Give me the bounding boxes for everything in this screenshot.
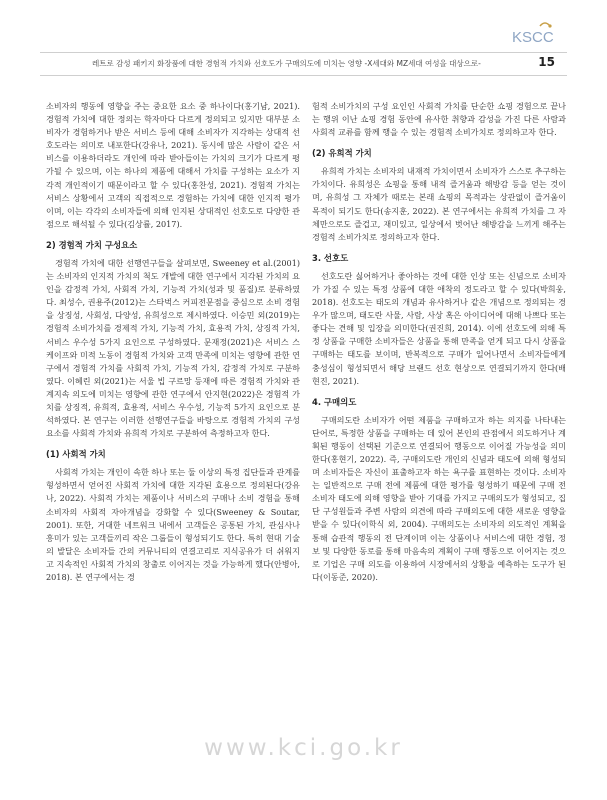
section-heading: 3. 선호도 [312,252,349,263]
logo-text: KSCC [512,29,554,46]
right-column [312,100,566,584]
section-heading: (2) 유희적 가치 [312,148,372,159]
journal-logo [510,20,560,52]
ksc-logo-icon [510,20,560,48]
section-heading: (1) 사회적 가치 [46,449,106,460]
section-heading: 4. 구매의도 [312,396,357,407]
section-heading: 2) 경험적 가치 구성요소 [46,239,138,250]
body-paragraph: 선호도란 싫어하거나 좋아하는 것에 대한 인상 또는 신념으로 소비자가 가질 수 있는 특정 상품에 대한 애착의 정도라고 할 수 있다(박희웅, 2018). 선호도는 태도의 개념과 유사하거나 같은 개념으로 정의되는 경우가 많으며, 태도란 사물, 사람, 사상 혹은 아이디어에 대해 나쁘다 또는 좋다는 견해 및 입장을 의미한다(권진희, 2014). 이에 선호도에 의해 특정 상품을 구매한 소비자들은 상품을 통해 만족을 얻게 되고 다시 상품을 구매하는 태도를 보이며, 반복적으로 구매가 일어나면서 소비자들에게 충성심이 형성되면서 해당 브랜드 선호 현상으로 연결되기까지 한다(배현진, 2021). [312,270,566,386]
body-paragraph: 소비자의 행동에 영향을 주는 중요한 요소 중 하나이다(홍기남, 2021). 경험적 가치에 대한 정의는 학자마다 다르게 정의되고 있지만 대부분 소비자가 경험하거나 받은 서비스 등에 대해 소비자가 지각하는 상대적 선호도라는 의미로 내포한다(강유나, 2021). 동시에 많은 사람이 같은 서비스를 이용하더라도 개인에 따라 받아들이는 가치의 크기가 다르게 평가될 수 있으며, 이는 하나의 제품에 대해서 가치를 구성하는 요소가 지각적 개인적이기 때문이라고 할 수 있다(홍찬성, 2021). 경험적 가치는 서비스 상황에서 고객의 직접적으로 경험하는 가치에 대한 인지적 평가이며, 이는 각각의 소비자들에 의해 인지된 상대적인 선호도로 다양한 관점으로 해석될 수 있다(김상률, 2017). [46,101,300,229]
left-column [46,100,300,584]
body-paragraph: 구매의도란 소비자가 어떤 제품을 구매하고자 하는 의지를 나타내는 단어로, 특정한 상품을 구매하는 데 있어 본인의 관점에서 의도하거나 계획된 행동이 선택된 기준으로 연결되어 행동으로 이어질 가능성을 의미한다(홍현기, 2022). 즉, 구매의도란 개인의 신념과 태도에 의해 형성되며 소비자들은 자신이 표출하고자 하는 욕구를 표현하는 것이다. 소비자는 일반적으로 구매 전에 제품에 대한 평가를 형성하기 때문에 구매 전 소비자 태도에 의해 영향을 받아 기대를 가지고 구매의도가 형성되고, 집단 구성원들과 주변 사람의 의견에 따라 구매의도에 대한 새로운 영향을 받을 수 있다(이학식 외, 2004). 구매의도는 소비자의 의도적인 계획을 통해 습관적 행동의 전 단계이며 이는 상품이나 서비스에 대한 경험, 정보 및 다양한 동로를 통해 마음속의 계획이 구매 행동으로 이어지는 것으로 기업은 구매 의도를 이용하여 시장에서의 상황을 예측하는 도구가 된다(이동준, 2020). [312,414,566,582]
body-paragraph: 험적 소비가치의 구성 요인인 사회적 가치를 단순한 쇼핑 경험으로 끝나는 행위 이난 쇼핑 경험 동안에 유사한 취향과 감성을 가진 다른 사람과 사회적 교류를 함께 행을 수 있는 경험적 소비가치로 정의하고자 한다. [312,101,566,138]
body-paragraph: 사회적 가치는 개인이 속한 하나 또는 둘 이상의 특정 집단들과 관계를 형성하면서 얻어진 사회적 가치에 대한 지각된 효용으로 정의된다(강유나, 2022). 사회적 가치는 제품이나 서비스의 구매나 소비 경험을 통해 소비자의 사회적 자아개념을 강화할 수 있다(Sweeney & Soutar, 2001). 또한, 거대한 네트워크 내에서 고객들은 공통된 가치, 관심사나 흥미가 있는 고객들끼리 작은 그룹들이 형성되기도 한다. 특히 현대 기술의 발달은 소비자들 간의 커뮤니티의 연결고리로 지식공유가 더 쉬워지고 지속적인 사회적 가치의 창출로 이어지는 것을 가능하게 했다(안병아, 2018). 본 연구에서는 경 [46,467,300,582]
body-paragraph: 유희적 가치는 소비자의 내재적 가치이면서 소비자가 스스로 추구하는 가치이다. 유희성은 쇼핑을 통해 내적 즐거움과 해방감 등을 얻는 것이며, 유희성 그 자체가 때로는 본래 쇼핑의 목적과는 상관없이 즐거움이 목적이 되기도 한다(송지훈, 2022). 본 연구에서는 유희적 가치를 그 자체만으로도 즐겁고, 재미있고, 일상에서 벗어난 해방감을 느끼게 해주는 경험적 소비가치로 정의하고자 한다. [312,166,566,242]
running-title: 레트로 감성 패키지 화장품에 대한 경험적 가치와 선호도가 구매의도에 미치는 영향 -X세대와 MZ세대 여성을 대상으로- [92,59,481,68]
page-number: 15 [538,55,555,69]
watermark: www.kci.go.kr [204,735,403,761]
running-header [40,52,567,76]
body-paragraph: 경험적 가치에 대한 선행연구들을 살펴보면, Sweeney et al.(2001)는 소비자의 인지적 가치의 척도 개발에 대한 연구에서 지각된 가치의 요인을 감정적 가치, 사회적 가치, 기능적 가치(성과 및 품질)로 분류하였다. 최성수, 권용주(2012)는 스타벅스 커피전문점을 중심으로 소비 경험을 상징성, 사회성, 다양성, 유희성으로 제시하였다. 이승민 외(2019)는 경험적 소비가치를 경제적 가치, 기능적 가치, 효용적 가치, 상징적 가치, 서비스 우수성 5가지 요인으로 구성하였다. 문재정(2021)은 서비스 스케이프와 미적 노동이 경험적 가치와 고객 만족에 미치는 영향에 관한 연구에서 경험적 가치를 사회적 가치, 기능적 가치, 감정적 가치로 구분하였다. 이혜린 외(2021)는 서울 빕 구르망 등재에 따른 경험적 가치와 관계지속 의도에 미치는 영향에 관한 연구에서 안지현(2022)은 경험적 가치를 상징적, 유희적, 효용적, 서비스 우수성, 기능적 5가지 요인으로 분석하였다. 본 연구는 이러한 선행연구들을 바탕으로 경험적 가치의 구성요소를 사회적 가치와 유희적 가치로 구분하여 측정하고자 한다. [46,257,300,439]
